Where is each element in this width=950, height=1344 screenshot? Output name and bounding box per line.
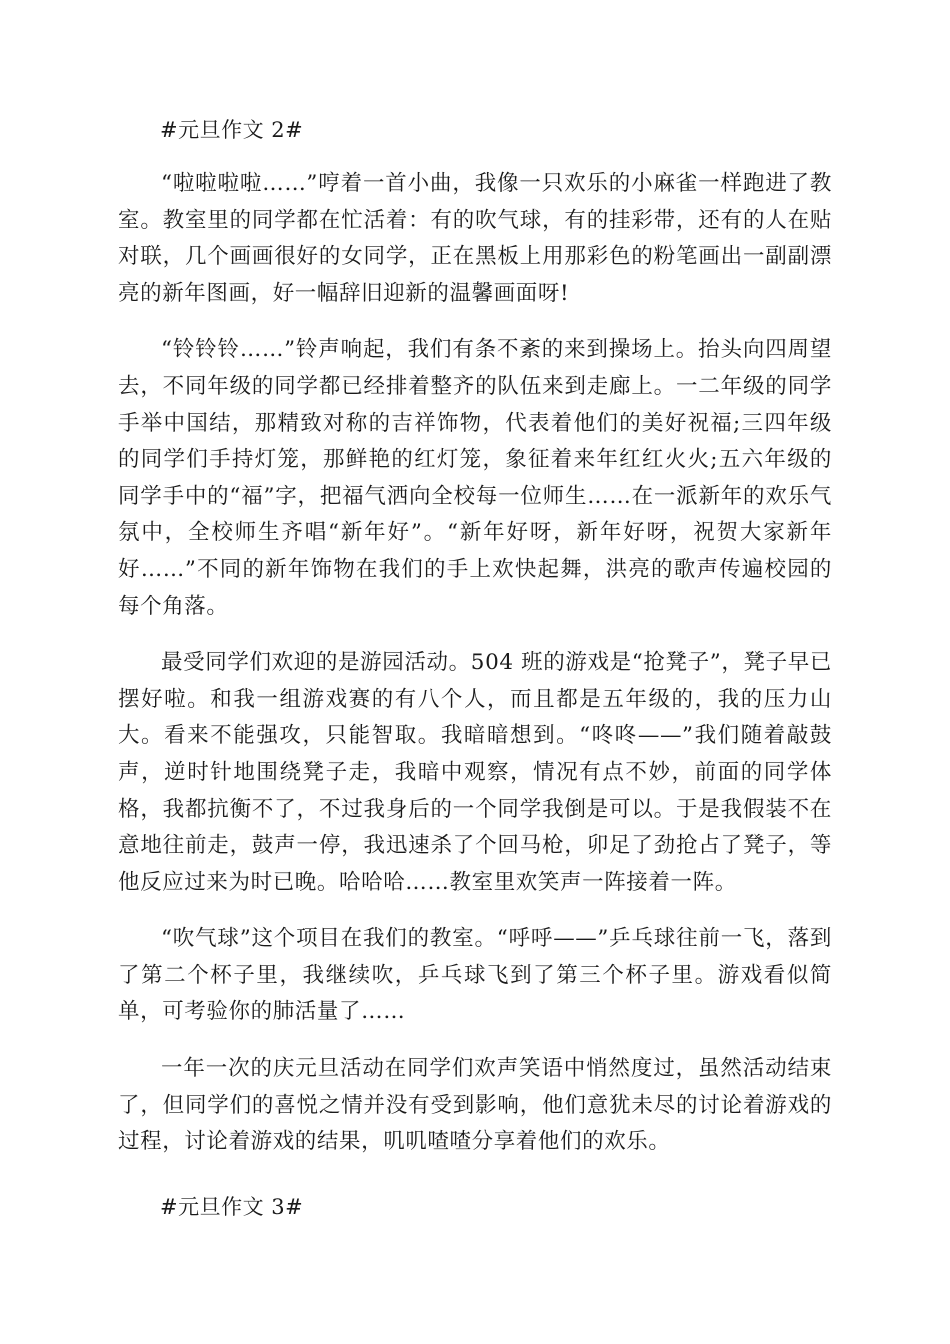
paragraph-5: 一年一次的庆元旦活动在同学们欢声笑语中悄然度过，虽然活动结束了，但同学们的喜悦之情并没有受到影响，他们意犹未尽的讨论着游戏的过程，讨论着游戏的结果，叽叽喳喳分享着他们的欢乐。	[118, 1056, 832, 1155]
paragraph-3: 最受同学们欢迎的是游园活动。504 班的游戏是“抢凳子”，凳子早已摆好啦。和我一组游戏赛的有八个人，而且都是五年级的，我的压力山大。看来不能强攻，只能智取。我暗暗想到。“咚咚——”我们随着敲鼓声，逆时针地围绕凳子走，我暗中观察，情况有点不妙，前面的同学体格，我都抗衡不了，不过我身后的一个同学我倒是可以。于是我假装不在意地往前走，鼓声一停，我迅速杀了个回马枪，卯足了劲抢占了凳子，等他反应过来为时已晚。哈哈哈……教室里欢笑声一阵接着一阵。	[118, 650, 832, 895]
essay-heading-2: #元旦作文 2#	[160, 118, 304, 142]
paragraph-1: “啦啦啦啦……”哼着一首小曲，我像一只欢乐的小麻雀一样跑进了教室。教室里的同学都在忙活着：有的吹气球，有的挂彩带，还有的人在贴对联，几个画画很好的女同学，正在黑板上用那彩色的粉笔画出一副副漂亮的新年图画，好一幅辞旧迎新的温馨画面呀!	[118, 171, 832, 306]
document-page	[118, 104, 832, 1243]
paragraph-4: “吹气球”这个项目在我们的教室。“呼呼——”乒乓球往前一飞，落到了第二个杯子里，我继续吹，乒乓球飞到了第三个杯子里。游戏看似简单，可考验你的肺活量了……	[118, 926, 832, 1025]
paragraph-2: “铃铃铃……”铃声响起，我们有条不紊的来到操场上。抬头向四周望去，不同年级的同学都已经排着整齐的队伍来到走廊上。一二年级的同学手举中国结，那精致对称的吉祥饰物，代表着他们的美好祝福;三四年级的同学们手持灯笼，那鲜艳的红灯笼，象征着来年红红火火;五六年级的同学手中的“福”字，把福气洒向全校每一位师生……在一派新年的欢乐气氛中，全校师生齐唱“新年好”。“新年好呀，新年好呀，祝贺大家新年好……”不同的新年饰物在我们的手上欢快起舞，洪亮的歌声传遍校园的每个角落。	[118, 337, 832, 619]
essay-heading-3: #元旦作文 3#	[160, 1194, 304, 1219]
